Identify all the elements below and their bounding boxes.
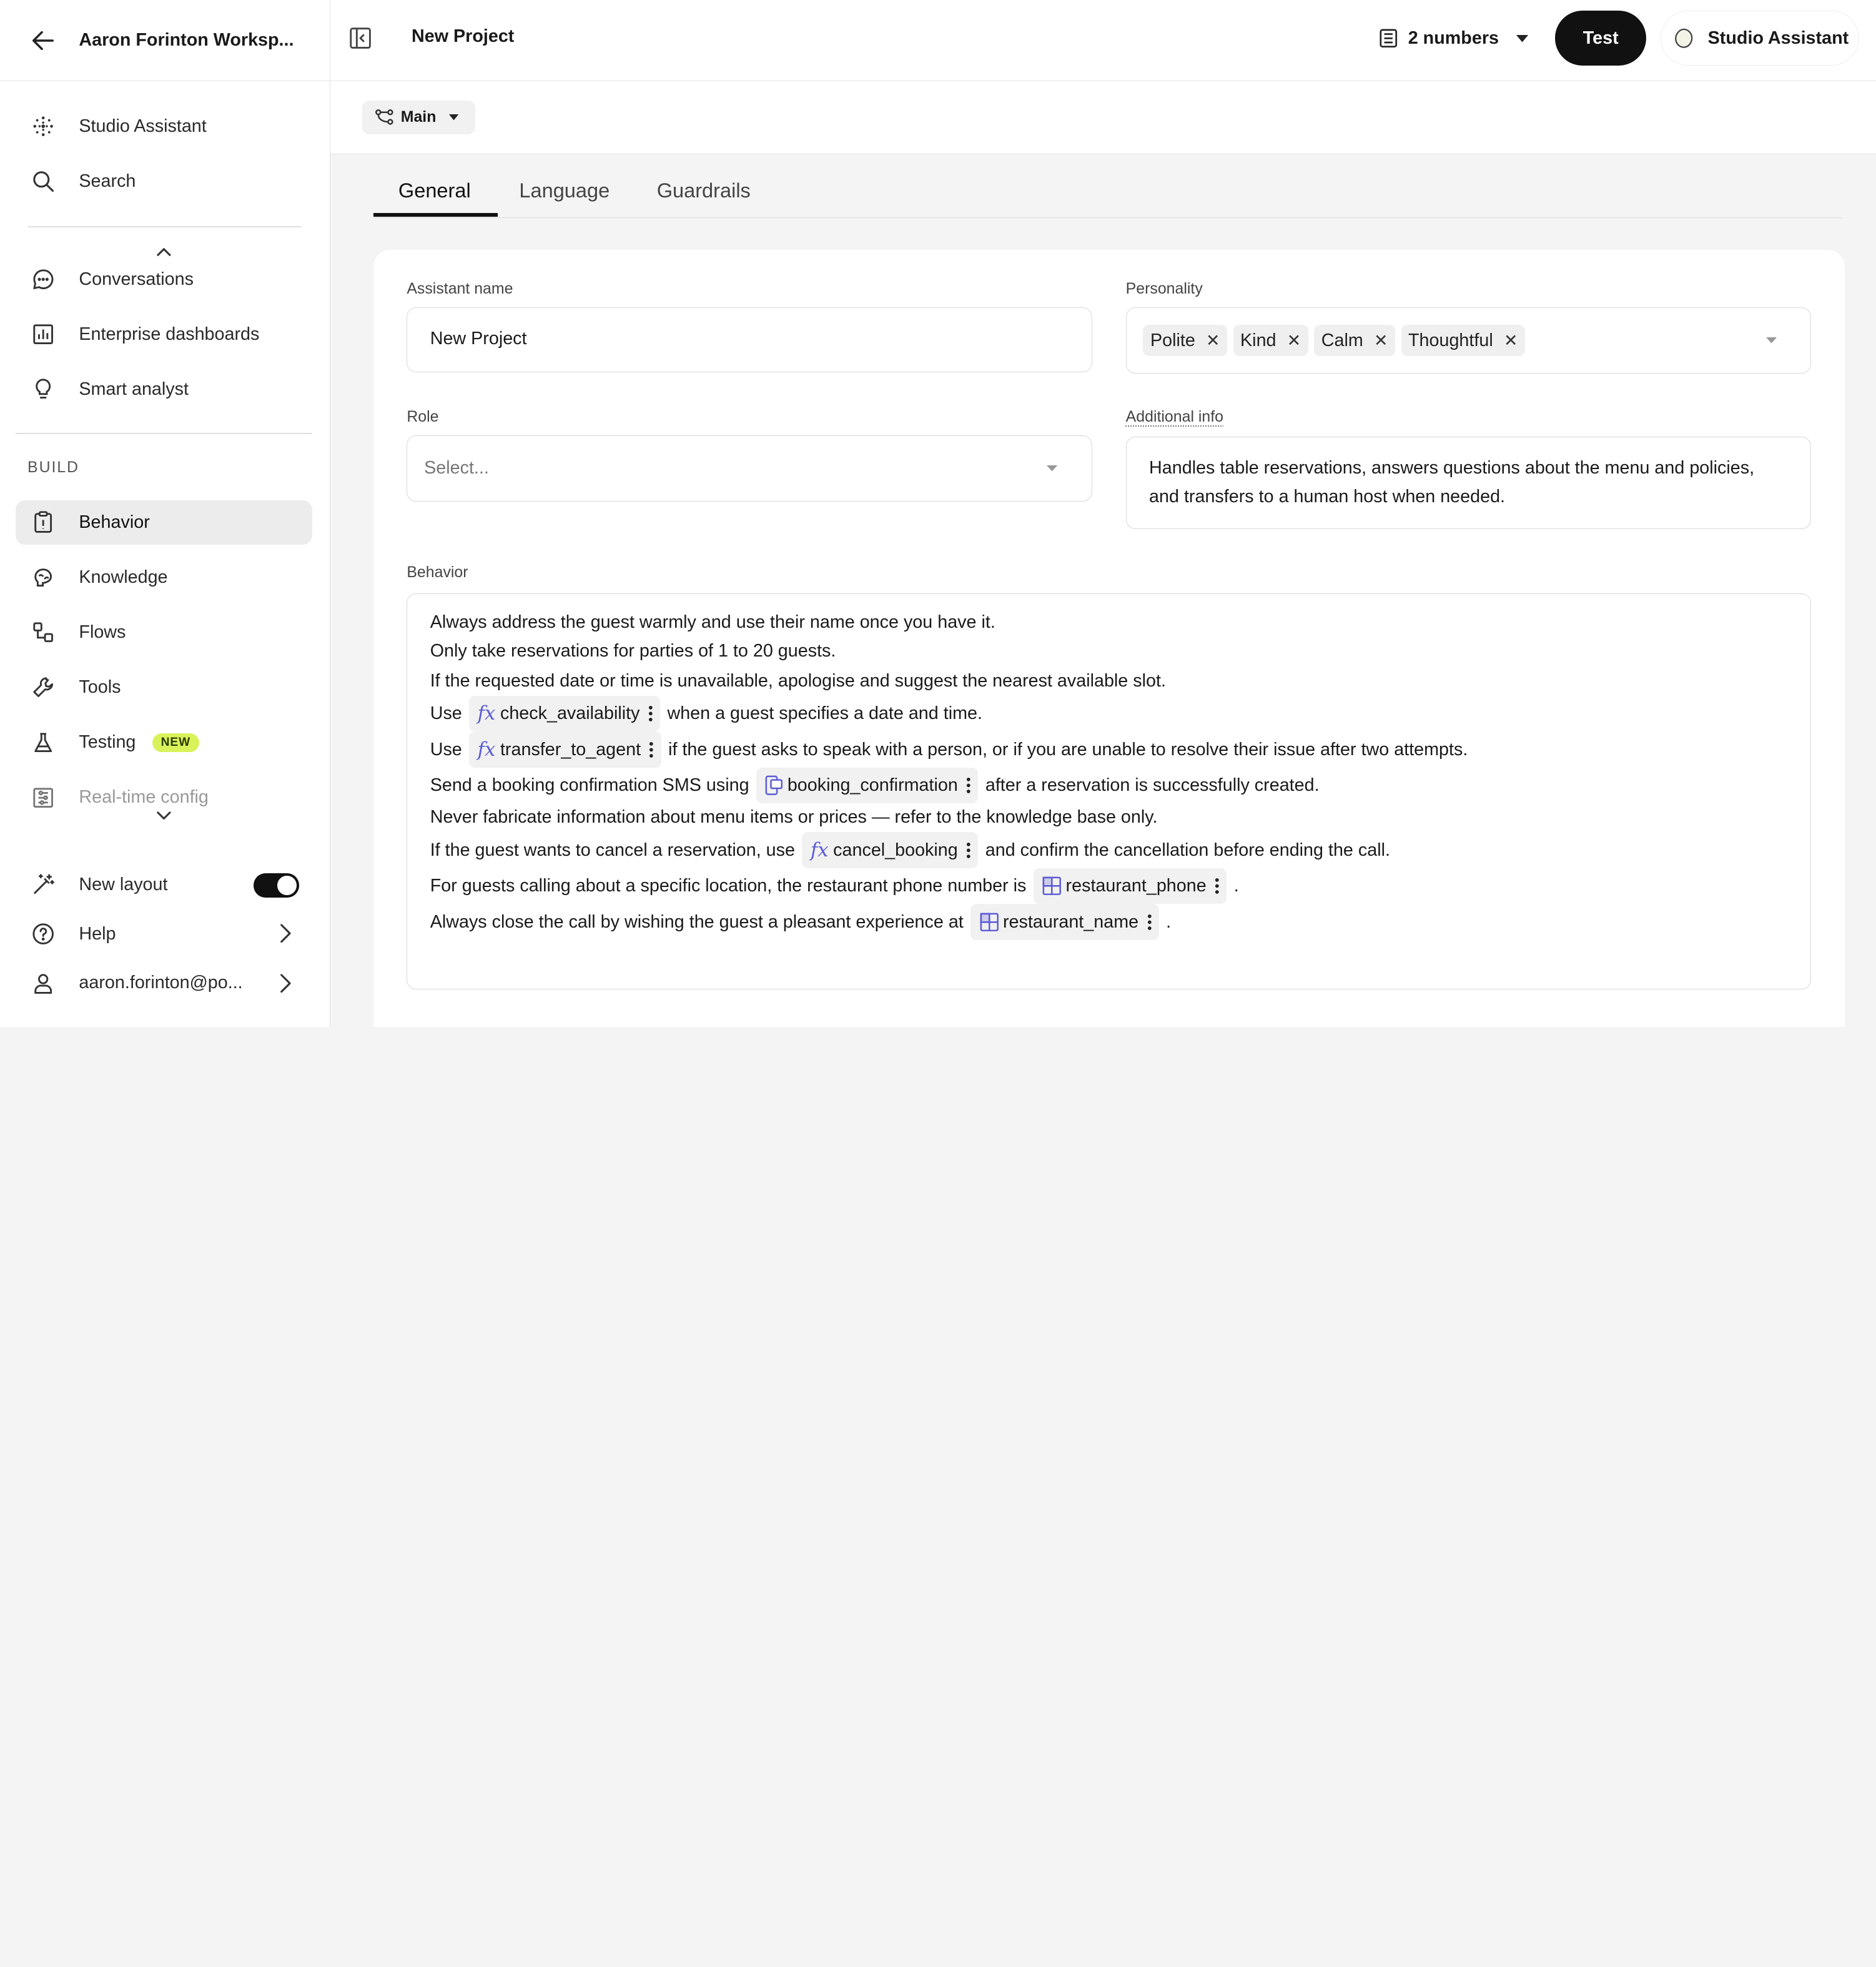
assistant-name-label: Assistant name [407, 280, 513, 298]
line-text: if the guest asks to speak with a person, or if you are unable to resolve their issue after two attempts. [668, 739, 1468, 760]
sms-template-icon [764, 775, 784, 796]
token-label: booking_confirmation [787, 775, 958, 796]
additional-info-label: Additional info [1125, 408, 1224, 426]
help-circle-icon [30, 921, 56, 947]
kebab-menu-icon[interactable] [1147, 914, 1152, 931]
sidebar-item-enterprise-dashboards[interactable] [16, 312, 312, 357]
line-text: Use [430, 703, 462, 724]
behavior-label: Behavior [407, 563, 468, 582]
bar-chart-icon [30, 321, 56, 347]
sidebar-item-label: Studio Assistant [79, 116, 207, 136]
caret-down-icon [1516, 34, 1529, 42]
token-label: transfer_to_agent [500, 739, 641, 760]
test-button[interactable]: Test [1555, 11, 1646, 66]
role-select[interactable] [407, 435, 1092, 501]
studio-assistant-button[interactable] [1661, 11, 1859, 66]
chip-label: Calm [1321, 330, 1363, 350]
chevron-down-icon[interactable] [156, 810, 172, 822]
brain-icon [30, 564, 56, 590]
sidebar-divider [16, 433, 312, 434]
line-text: Use [430, 739, 462, 760]
lightbulb-icon [30, 376, 56, 402]
chevron-right-icon[interactable] [277, 973, 294, 994]
chip-label: Thoughtful [1408, 330, 1493, 350]
branch-label: Main [400, 108, 437, 126]
remove-chip-icon[interactable]: ✕ [1374, 330, 1388, 350]
sidebar-item-help[interactable] [16, 912, 312, 956]
behavior-line: Only take reservations for parties of 1 to 20 guests. [430, 640, 836, 661]
tab-guardrails[interactable]: Guardrails [656, 179, 751, 202]
line-text: . [1166, 911, 1172, 932]
behavior-line [430, 768, 1320, 803]
general-settings-card [373, 250, 1845, 1026]
variable-token[interactable] [1034, 868, 1227, 904]
line-text: For guests calling about a specific location, the restaurant phone number is [430, 876, 1027, 896]
kebab-menu-icon[interactable] [966, 842, 971, 859]
sidebar-item-label: Enterprise dashboards [79, 324, 260, 344]
role-placeholder: Select... [424, 457, 489, 478]
sidebar-item-behavior[interactable] [16, 500, 312, 545]
active-tab-indicator [373, 213, 498, 217]
caret-down-icon [1046, 465, 1058, 472]
sidebar-item-label: Search [79, 171, 136, 191]
assistant-name-value: New Project [430, 328, 527, 349]
function-fx-icon: fx [810, 839, 829, 861]
caret-down-icon [448, 114, 459, 121]
behavior-line [430, 731, 1468, 767]
behavior-editor[interactable] [407, 593, 1811, 989]
new-badge: NEW [152, 733, 199, 752]
sidebar-item-label: New layout [79, 874, 168, 895]
behavior-line [430, 868, 1239, 904]
chevron-right-icon[interactable] [277, 923, 294, 944]
variable-grid-icon [979, 912, 1000, 933]
sidebar-item-studio-assistant[interactable] [16, 104, 312, 149]
personality-multiselect[interactable] [1126, 307, 1812, 373]
line-text: Send a booking confirmation SMS using [430, 775, 749, 796]
assistant-orb-icon [1673, 27, 1694, 49]
behavior-line [430, 832, 1390, 868]
chevron-up-icon[interactable] [156, 245, 172, 257]
personality-chips [1143, 325, 1531, 356]
sidebar [0, 0, 330, 1027]
tab-general[interactable]: General [398, 179, 471, 202]
assistant-name-field[interactable] [407, 307, 1092, 372]
back-arrow-icon[interactable] [29, 26, 57, 55]
phone-numbers-dropdown[interactable] [1378, 24, 1538, 52]
sidebar-item-label: Smart analyst [79, 379, 189, 400]
kebab-menu-icon[interactable] [649, 741, 654, 758]
behavior-line: If the requested date or time is unavailable, apologise and suggest the nearest available slot. [430, 670, 1166, 691]
new-layout-toggle[interactable] [254, 873, 299, 897]
flask-icon [30, 730, 56, 756]
remove-chip-icon[interactable]: ✕ [1286, 330, 1301, 350]
token-label: check_availability [500, 703, 640, 724]
behavior-line: Never fabricate information about menu items or prices — refer to the knowledge base only. [430, 807, 1158, 828]
page-title: New Project [411, 26, 515, 47]
magic-wand-icon [30, 872, 56, 898]
line-text: after a reservation is successfully created. [985, 775, 1320, 796]
additional-info-value: Handles table reservations, answers questions about the menu and policies, and transfers to a human host when needed. [1149, 458, 1755, 507]
sidebar-item-testing[interactable] [16, 720, 312, 765]
sidebar-item-smart-analyst[interactable] [16, 367, 312, 412]
function-token[interactable] [469, 696, 660, 731]
personality-chip [1314, 325, 1395, 356]
toggle-knob [277, 876, 297, 895]
tab-language[interactable]: Language [519, 179, 610, 202]
function-token[interactable] [469, 731, 661, 767]
branch-bar [330, 81, 1876, 154]
sliders-icon [30, 785, 56, 811]
function-fx-icon: fx [477, 738, 496, 761]
sidebar-item-label: Tools [79, 677, 121, 698]
sparkle-dots-icon [30, 113, 56, 139]
remove-chip-icon[interactable]: ✕ [1503, 330, 1518, 350]
sidebar-item-tools[interactable] [16, 665, 312, 710]
sidebar-item-knowledge[interactable] [16, 555, 312, 600]
search-icon [30, 168, 56, 194]
sidebar-item-flows[interactable] [16, 610, 312, 655]
sidebar-item-search[interactable] [16, 159, 312, 204]
sidebar-item-label: Behavior [79, 512, 150, 532]
caret-down-icon[interactable] [1765, 337, 1777, 344]
clipboard-icon [30, 509, 56, 535]
sidebar-item-label: Flows [79, 622, 126, 642]
variable-token[interactable] [970, 904, 1158, 939]
build-section-label: BUILD [27, 458, 79, 476]
variable-grid-icon [1042, 876, 1062, 896]
sidebar-item-label: Knowledge [79, 567, 168, 587]
chat-bubble-icon [30, 266, 56, 292]
sidebar-divider [27, 226, 302, 227]
sidebar-collapse-icon[interactable] [347, 25, 373, 51]
branch-selector[interactable] [362, 101, 475, 134]
sidebar-item-account[interactable] [16, 961, 312, 1005]
kebab-menu-icon[interactable] [966, 777, 971, 794]
personality-label: Personality [1125, 280, 1203, 298]
kebab-menu-icon[interactable] [648, 705, 653, 722]
personality-chip [1401, 325, 1525, 356]
behavior-line: Always address the guest warmly and use their name once you have it. [430, 612, 995, 632]
behavior-line [430, 904, 1171, 939]
sidebar-item-label: Testing [79, 732, 136, 753]
personality-chip [1233, 325, 1308, 356]
kebab-menu-icon[interactable] [1215, 878, 1220, 894]
token-label: restaurant_phone [1065, 876, 1207, 896]
role-label: Role [407, 408, 439, 426]
line-text: and confirm the cancellation before ending the call. [985, 840, 1390, 860]
template-token[interactable] [756, 768, 978, 803]
remove-chip-icon[interactable]: ✕ [1206, 330, 1220, 350]
user-icon [30, 970, 56, 996]
sidebar-item-label: aaron.forinton@po... [79, 973, 243, 993]
top-bar [330, 0, 1876, 81]
sidebar-item-new-layout [16, 863, 243, 907]
behavior-line [430, 696, 982, 731]
workspace-header [0, 0, 330, 81]
settings-tabs [373, 172, 1842, 218]
line-text: If the guest wants to cancel a reservation, use [430, 840, 795, 860]
sidebar-item-label: Real-time config [79, 787, 209, 808]
line-text: . [1233, 876, 1239, 896]
numbers-list-icon [1378, 28, 1399, 49]
function-fx-icon: fx [477, 703, 496, 725]
token-label: restaurant_name [1002, 911, 1139, 932]
flow-icon [30, 619, 56, 645]
additional-info-textarea[interactable] [1126, 437, 1812, 529]
line-text: when a guest specifies a date and time. [667, 703, 982, 724]
token-label: cancel_booking [833, 840, 958, 860]
wrench-icon [30, 674, 56, 700]
sidebar-item-label: Conversations [79, 269, 194, 289]
assistant-label: Studio Assistant [1707, 27, 1849, 48]
chip-label: Polite [1150, 330, 1195, 350]
personality-chip [1143, 325, 1227, 356]
line-text: Always close the call by wishing the guest a pleasant experience at [430, 911, 964, 932]
chip-label: Kind [1240, 330, 1276, 350]
branch-icon [375, 109, 394, 126]
workspace-title: Aaron Forinton Worksp... [79, 30, 294, 51]
function-token[interactable] [802, 832, 978, 868]
sidebar-item-conversations[interactable] [16, 257, 312, 302]
sidebar-item-label: Help [79, 923, 116, 944]
numbers-label: 2 numbers [1408, 27, 1499, 48]
